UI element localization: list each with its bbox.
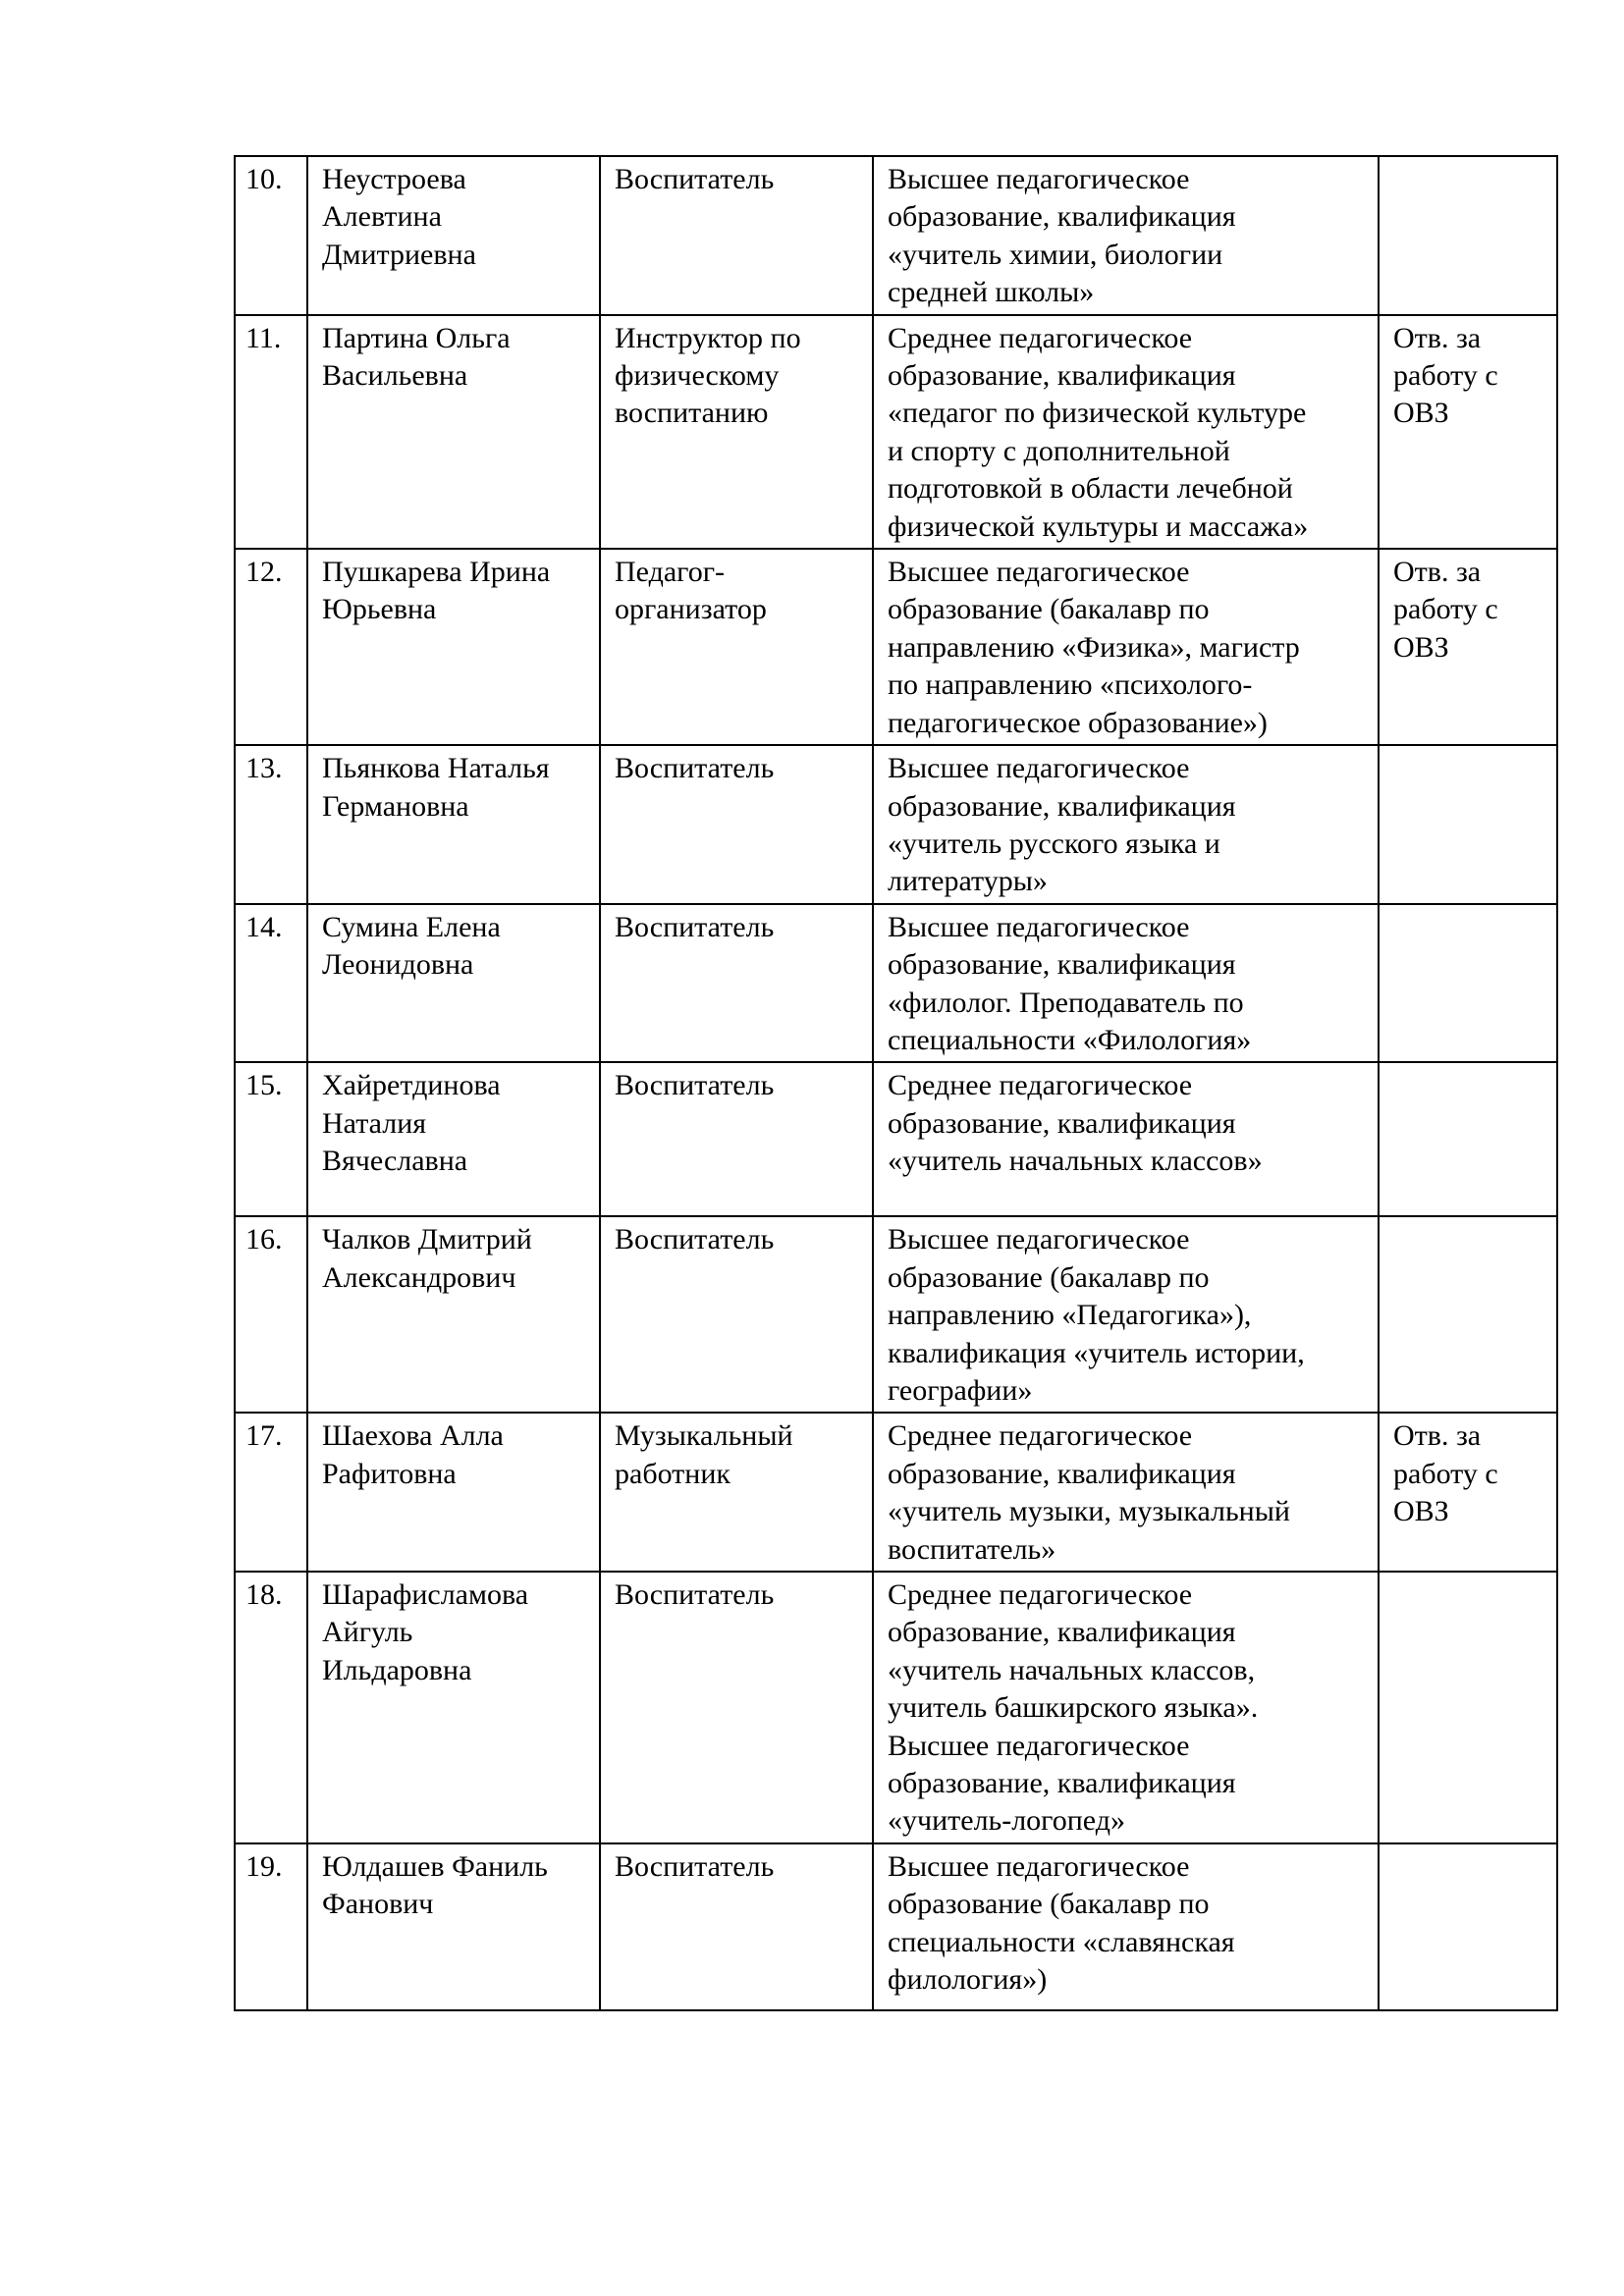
- row-number: 10.: [235, 156, 307, 315]
- row-number: 16.: [235, 1216, 307, 1413]
- employee-note: Отв. за работу с ОВЗ: [1379, 549, 1557, 745]
- employee-name: Сумина Елена Леонидовна: [307, 904, 600, 1063]
- table-row: [235, 315, 1557, 549]
- employee-position: Музыкальный работник: [600, 1413, 873, 1572]
- employee-education: Высшее педагогическое образование, квалификация «филолог. Преподаватель по специальности «Филология»: [873, 904, 1379, 1063]
- table-row: [235, 1062, 1557, 1216]
- employee-education: Высшее педагогическое образование (бакалавр по направлению «Педагогика»), квалификация «учитель истории, географии»: [873, 1216, 1379, 1413]
- employee-education: Высшее педагогическое образование, квалификация «учитель химии, биологии средней школы»: [873, 156, 1379, 315]
- table-row: [235, 745, 1557, 904]
- row-number: 17.: [235, 1413, 307, 1572]
- employee-note: Отв. за работу с ОВЗ: [1379, 1413, 1557, 1572]
- employee-position: Инструктор по физическому воспитанию: [600, 315, 873, 549]
- row-number: 19.: [235, 1843, 307, 2010]
- employee-note: [1379, 904, 1557, 1063]
- employee-name: Неустроева Алевтина Дмитриевна: [307, 156, 600, 315]
- staff-table: [234, 155, 1558, 2011]
- employee-position: Воспитатель: [600, 1572, 873, 1843]
- employee-position: Воспитатель: [600, 156, 873, 315]
- row-number: 18.: [235, 1572, 307, 1843]
- row-number: 12.: [235, 549, 307, 745]
- employee-note: [1379, 745, 1557, 904]
- employee-position: Воспитатель: [600, 745, 873, 904]
- employee-position: Воспитатель: [600, 1843, 873, 2010]
- table-row: [235, 1216, 1557, 1413]
- employee-name: Партина Ольга Васильевна: [307, 315, 600, 549]
- table-row: [235, 1413, 1557, 1572]
- employee-education: Среднее педагогическое образование, квалификация «учитель начальных классов»: [873, 1062, 1379, 1216]
- employee-note: [1379, 1572, 1557, 1843]
- employee-note: [1379, 1843, 1557, 2010]
- employee-education: Среднее педагогическое образование, квалификация «учитель музыки, музыкальный воспитатель»: [873, 1413, 1379, 1572]
- employee-name: Хайретдинова Наталия Вячеславна: [307, 1062, 600, 1216]
- employee-education: Высшее педагогическое образование (бакалавр по специальности «славянская филология»): [873, 1843, 1379, 2010]
- employee-name: Пушкарева Ирина Юрьевна: [307, 549, 600, 745]
- employee-note: [1379, 156, 1557, 315]
- row-number: 11.: [235, 315, 307, 549]
- row-number: 15.: [235, 1062, 307, 1216]
- employee-position: Воспитатель: [600, 904, 873, 1063]
- employee-name: Чалков Дмитрий Александрович: [307, 1216, 600, 1413]
- employee-education: Высшее педагогическое образование (бакалавр по направлению «Физика», магистр по направлению «психолого- педагогическое образование»): [873, 549, 1379, 745]
- row-number: 14.: [235, 904, 307, 1063]
- employee-position: Воспитатель: [600, 1216, 873, 1413]
- table-row: [235, 549, 1557, 745]
- employee-education: Высшее педагогическое образование, квалификация «учитель русского языка и литературы»: [873, 745, 1379, 904]
- table-row: [235, 1843, 1557, 2010]
- table-row: [235, 1572, 1557, 1843]
- employee-name: Шарафисламова Айгуль Ильдаровна: [307, 1572, 600, 1843]
- table-row: [235, 904, 1557, 1063]
- employee-position: Воспитатель: [600, 1062, 873, 1216]
- employee-education: Среднее педагогическое образование, квалификация «учитель начальных классов, учитель башкирского языка». Высшее педагогическое образование, квалификация «учитель-логопед»: [873, 1572, 1379, 1843]
- employee-note: Отв. за работу с ОВЗ: [1379, 315, 1557, 549]
- employee-education: Среднее педагогическое образование, квалификация «педагог по физической культуре и спорту с дополнительной подготовкой в области лечебной физической культуры и массажа»: [873, 315, 1379, 549]
- employee-note: [1379, 1062, 1557, 1216]
- employee-name: Юлдашев Фаниль Фанович: [307, 1843, 600, 2010]
- employee-note: [1379, 1216, 1557, 1413]
- employee-position: Педагог- организатор: [600, 549, 873, 745]
- employee-name: Пьянкова Наталья Германовна: [307, 745, 600, 904]
- row-number: 13.: [235, 745, 307, 904]
- table-row: [235, 156, 1557, 315]
- employee-name: Шаехова Алла Рафитовна: [307, 1413, 600, 1572]
